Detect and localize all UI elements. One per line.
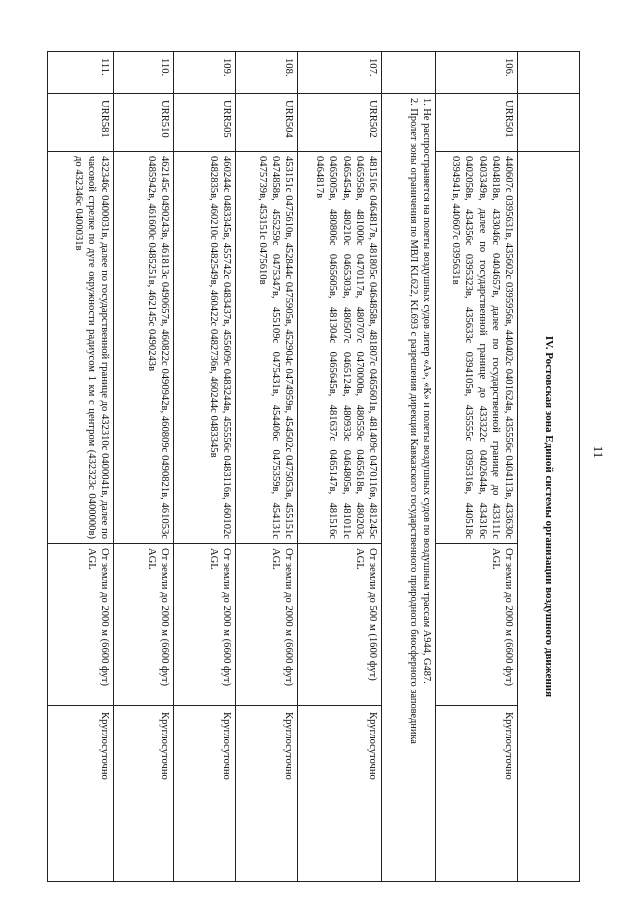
page-number: 11 bbox=[591, 445, 606, 459]
zone-notes bbox=[382, 94, 436, 882]
zone-code: URR505 bbox=[174, 94, 236, 152]
table-row bbox=[48, 52, 114, 882]
table-row bbox=[236, 52, 298, 882]
section-title: IV. Ростовская зона Единой системы организации воздушного движения bbox=[518, 152, 580, 882]
row-number: 107. bbox=[298, 52, 382, 94]
zone-coordinates: 462145с 0490243в, 461813с 0490657в, 460822с 0490942в, 460809с 0490821в, 461053с 0485942в, 461600с 0485251в, 462145с 0490243в bbox=[114, 152, 174, 544]
row-number: 109. bbox=[174, 52, 236, 94]
zone-code: URR502 bbox=[298, 94, 382, 152]
zone-coordinates: 460244с 0483345в, 455742с 0483437в, 455609с 0483244в, 455556с 0483116в, 460102с 0482835в, 460210с 0482549в, 460422с 0482736в, 460244с 0483345в bbox=[174, 152, 236, 544]
table-row bbox=[436, 52, 518, 882]
zone-coordinates: 481516с 0464817в, 481805с 0464858в, 481807с 0465601в, 481409с 0470116в, 481245с 0465958в, 481000с 0470117в, 480707с 0470000в, 480559с 0465618в, 480203с 0465454в, 480210с 0465303в, 480507с 0465124в, 480933с 0464805в, 481011с 0465005в, 480806с 0465605в, 481304с 0465645в, 481637с 0465147в, 481516с 0464817в bbox=[298, 152, 382, 544]
zone-active-period: Круглосуточно bbox=[48, 706, 114, 882]
note-line: 1. Не распространяется на полеты воздушных судов литер «А», «К» и полеты воздушных судов по воздушным трассам A944, G487. bbox=[421, 98, 432, 684]
rotated-page-content bbox=[72, 51, 580, 881]
note-row bbox=[382, 52, 436, 882]
table-row bbox=[114, 52, 174, 882]
table-row bbox=[298, 52, 382, 882]
zone-code: URR504 bbox=[236, 94, 298, 152]
zone-active-period: Круглосуточно bbox=[236, 706, 298, 882]
zone-active-period: Круглосуточно bbox=[114, 706, 174, 882]
section-header-blank-code bbox=[518, 94, 580, 152]
zone-code: URR581 bbox=[48, 94, 114, 152]
zone-vertical-limits: От земли до 2000 м (6600 фут) AGL bbox=[48, 544, 114, 706]
zone-coordinates: 453151с 0475610в, 452844с 0475905в, 452904с 0474959в, 454502с 0475053в, 455151с 0474858в, 455259с 0475347в, 455109с 0475431в, 454406с 0475359в, 454131с 0475739в, 453151с 0475610в bbox=[236, 152, 298, 544]
row-number: 111. bbox=[48, 52, 114, 94]
row-number: 110. bbox=[114, 52, 174, 94]
table-row bbox=[174, 52, 236, 882]
zone-active-period: Круглосуточно bbox=[174, 706, 236, 882]
zone-coordinates: 432346с 0400031в, далее по государственной границе до 432310с 0400041в, далее по часовой стрелке по дуге окружности радиусом 1 км с центром (432323с 0400000в) до 432346с 0400031в bbox=[48, 152, 114, 544]
section-header-blank-num bbox=[518, 52, 580, 94]
zone-active-period: Круглосуточно bbox=[298, 706, 382, 882]
row-number: 106. bbox=[436, 52, 518, 94]
zone-coordinates: 440607с 0395631в, 435602с 0395956в, 440402с 0401624в, 435556с 0404113в, 433630с 0404818в, 433046с 0404657в, далее по государственной границе до 433111с 0403349в, далее по государственной границе до 433322с 0402644в, 434316с 0402058в, 434356с 0395323в, 435633с 0394105в, 435555с 0395316в, 440518с 0394941в, 440607с 0395631в bbox=[436, 152, 518, 544]
row-number: 108. bbox=[236, 52, 298, 94]
note-blank-num bbox=[382, 52, 436, 94]
restricted-zones-table bbox=[47, 51, 580, 882]
zone-active-period: Круглосуточно bbox=[436, 706, 518, 882]
section-header-row bbox=[518, 52, 580, 882]
zone-vertical-limits: От земли до 2000 м (6600 фут) AGL bbox=[436, 544, 518, 706]
zone-vertical-limits: От земли до 2000 м (6600 фут) AGL bbox=[236, 544, 298, 706]
zone-vertical-limits: От земли до 2000 м (6600 фут) AGL bbox=[174, 544, 236, 706]
zone-vertical-limits: От земли до 500 м (1600 фут) AGL bbox=[298, 544, 382, 706]
zone-code: URR510 bbox=[114, 94, 174, 152]
zone-vertical-limits: От земли до 2000 м (6600 фут) AGL bbox=[114, 544, 174, 706]
zone-code: URR501 bbox=[436, 94, 518, 152]
note-line: 2. Пролет зоны ограничения по МВЛ KL622, KL693 с разрешения дирекции Кавказского государственного природного биосферного заповедника bbox=[408, 98, 419, 744]
